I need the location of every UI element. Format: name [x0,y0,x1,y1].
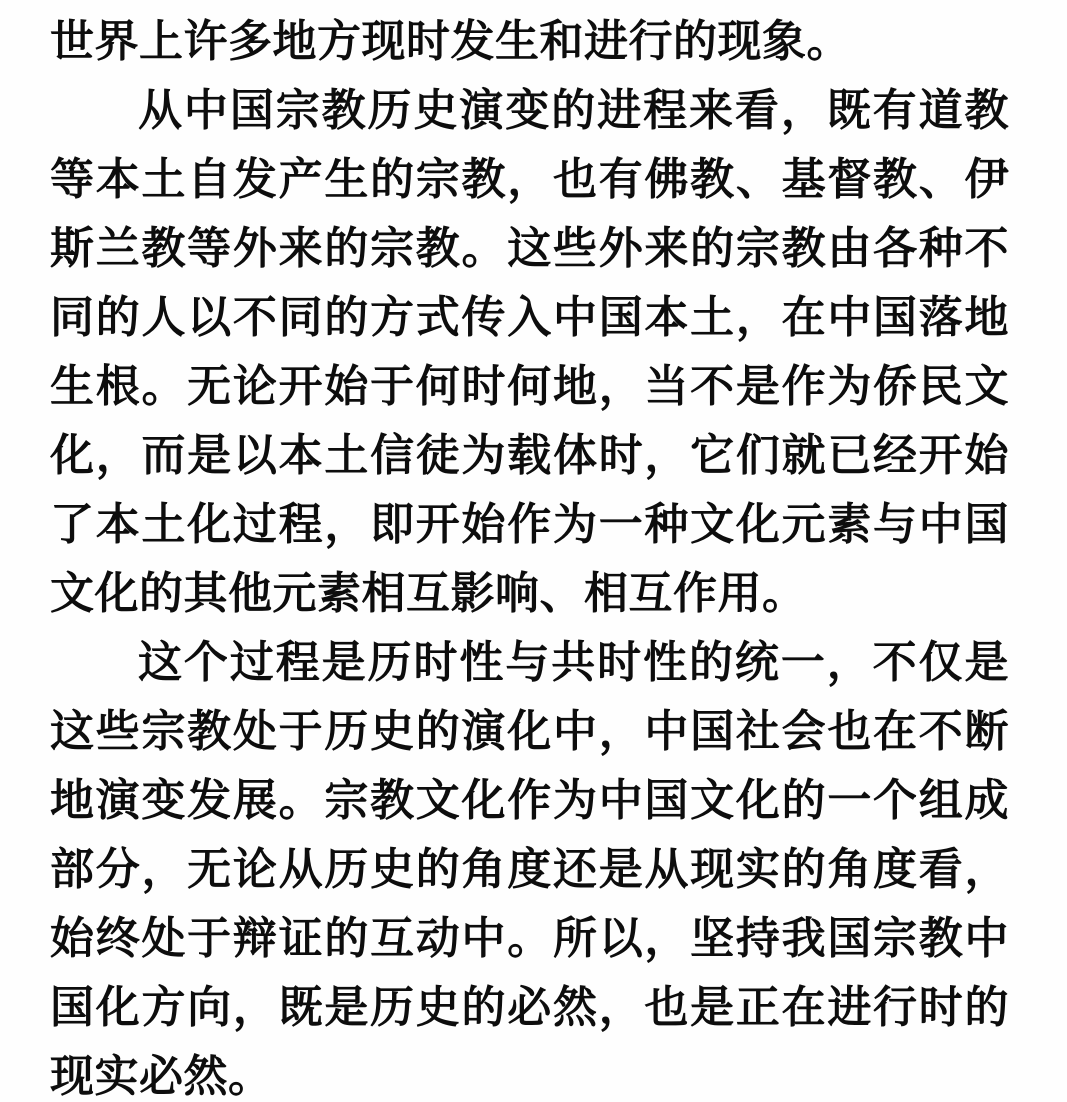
paragraph-continuation: 世界上许多地方现时发生和进行的现象。 [50,17,851,66]
article-body [50,7,1009,1102]
paragraph-process-conclusion: 这个过程是历时性与共时性的统一，不仅是这些宗教处于历史的演化中，中国社会也在不断地演变发展。宗教文化作为中国文化的一个组成部分，无论从历史的角度还是从现实的角度看，始终处于辩证的互动中。所以，坚持我国宗教中国化方向，既是历史的必然，也是正在进行时的现实必然。 [50,638,1009,1101]
paragraph-religion-history: 从中国宗教历史演变的进程来看，既有道教等本土自发产生的宗教，也有佛教、基督教、伊斯兰教等外来的宗教。这些外来的宗教由各种不同的人以不同的方式传入中国本土，在中国落地生根。无论开始于何时何地，当不是作为侨民文化，而是以本土信徒为载体时，它们就已经开始了本土化过程，即开始作为一种文化元素与中国文化的其他元素相互影响、相互作用。 [50,86,1009,618]
